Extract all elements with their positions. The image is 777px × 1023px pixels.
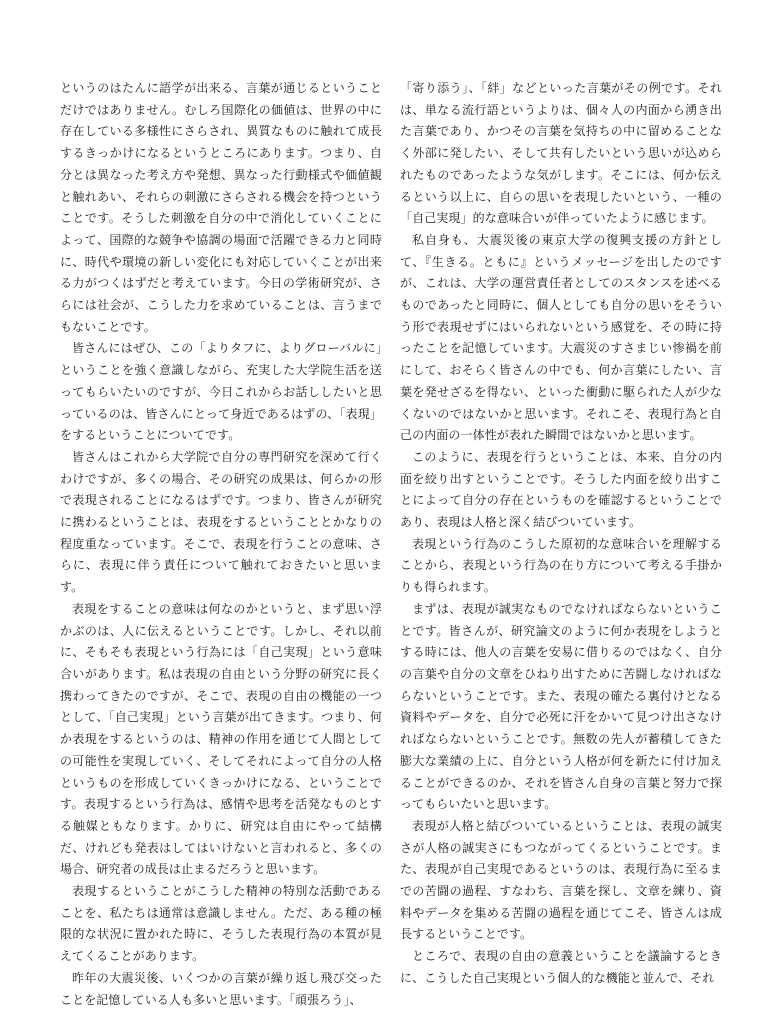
paragraph: というのはたんに語学が出来る、言葉が通じるということだけではありません。むしろ国際化の価値は、世界の中に存在している多様性にさらされ、異質なものに触れて成長するきっかけになるというところにあります。つまり、自分とは異なった考え方や発想、異なった行動様式や価値観と触れあい、それらの刺激にさらされる機会を持つということです。そうした刺激を自分の中で消化していくことによって、国際的な競争や協調の場面で活躍できる力と同時に、時代や環境の新しい変化にも対応していくことが出来る力がつくはずだと考えています。今日の学術研究が、さらには社会が、こうした力を求めていることは、言うまでもないことです。 — [60, 81, 382, 334]
right-text-column — [400, 78, 722, 990]
paragraph: まずは、表現が誠実なものでなければならないということです。皆さんが、研究論文のように何か表現をしようとする時には、他人の言葉を安易に借りるのではなく、自分の言葉や自分の文章をひねり出すために苦闘しなければならないということです。また、表現の確たる裏付けとなる資料やデータを、自分で必死に汗をかいて見つけ出さなければならないということです。無数の先人が蓄積してきた膨大な業績の上に、自分という人格が何を新たに付け加えることができるのか、それを皆さん自身の言葉と努力で探ってもらいたいと思います。 — [400, 601, 722, 812]
paragraph: 表現が人格と結びついているということは、表現の誠実さが人格の誠実さにもつながってくるということです。また、表現が自己実現であるというのは、表現行為に至るまでの苦闘の過程、すなわち、言葉を探し、文章を練り、資料やデータを集める苦闘の過程を通じてこそ、皆さんは成長するということです。 — [400, 818, 722, 942]
paragraph: 昨年の大震災後、いくつかの言葉が繰り返し飛び交ったことを記憶している人も多いと思います。「頑張ろう」、 — [60, 970, 382, 1007]
paragraph: 表現するということがこうした精神の特別な活動であることを、私たちは通常は意識しません。ただ、ある種の極限的な状況に置かれた時に、そうした表現行為の本質が見えてくることがあります。 — [60, 884, 382, 964]
paragraph: 私自身も、大震災後の東京大学の復興支援の方針として、『生きる。ともに』というメッセージを出したのですが、これは、大学の運営責任者としてのスタンスを述べるものであったと同時に、個人としても自分の思いをそういう形で表現せずにはいられないという感覚を、その時に持ったことを記憶しています。大震災のすさまじい惨禍を前にして、おそらく皆さんの中でも、何か言葉にしたい、言葉を発せざるを得ない、といった衝動に駆られた人が少なくないのではないかと思います。それこそ、表現行為と自己の内面の一体性が表れた瞬間ではないかと思います。 — [400, 232, 722, 443]
paragraph: 表現という行為のこうした原初的な意味合いを理解することから、表現という行為の在り方について考える手掛かりも得られます。 — [400, 536, 722, 595]
paragraph: 「寄り添う」、「絆」などといった言葉がその例です。それは、単なる流行語というよりは、個々人の内面から湧き出た言葉であり、かつその言葉を気持ちの中に留めることなく外部に発したい、そして共有したいという思いが込められたものであったような気がします。そこには、何か伝えるという以上に、自らの思いを表現したいという、一種の「自己実現」的な意味合いが伴っていたように感じます。 — [400, 81, 722, 226]
paragraph: このように、表現を行うということは、本来、自分の内面を絞り出すということです。そうした内面を絞り出すことによって自分の存在というものを確認するということであり、表現は人格と深く結びついています。 — [400, 449, 722, 530]
paragraph: 表現をすることの意味は何なのかというと、まず思い浮かぶのは、人に伝えるということです。しかし、それ以前に、そもそも表現という行為には「自己実現」という意味合いがあります。私は表現の自由という分野の研究に長く携わってきたのですが、そこで、表現の自由の機能の一つとして、「自己実現」という言葉が出てきます。つまり、何か表現をするというのは、精神の作用を通じて人間としての可能性を実現していく、そしてそれによって自分の人格というものを形成していくきっかけになる、ということです。表現するという行為は、感情や思考を活発なものとする触媒ともなります。かりに、研究は自由にやって結構だ、けれども発表はしてはいけないと言われると、多くの場合、研究者の成長は止まるだろうと思います。 — [60, 601, 382, 877]
left-text-column — [60, 78, 382, 1011]
paragraph: 皆さんにはぜひ、この「よりタフに、よりグローバルに」ということを強く意識しながら、充実した大学院生活を送ってもらいたいのですが、今日これからお話ししたいと思っているのは、皆さんにとって身近であるはずの、「表現」をするということについてです。 — [60, 341, 382, 443]
paragraph: 皆さんはこれから大学院で自分の専門研究を深めて行くわけですが、多くの場合、その研究の成果は、何らかの形で表現されることになるはずです。つまり、皆さんが研究に携わるということは、表現をするということとかなりの程度重なっています。そこで、表現を行うことの意味、さらに、表現に伴う責任について触れておきたいと思います。 — [60, 449, 382, 595]
paragraph: ところで、表現の自由の意義ということを議論するときに、こうした自己実現という個人的な機能と並んで、それ — [400, 949, 722, 985]
